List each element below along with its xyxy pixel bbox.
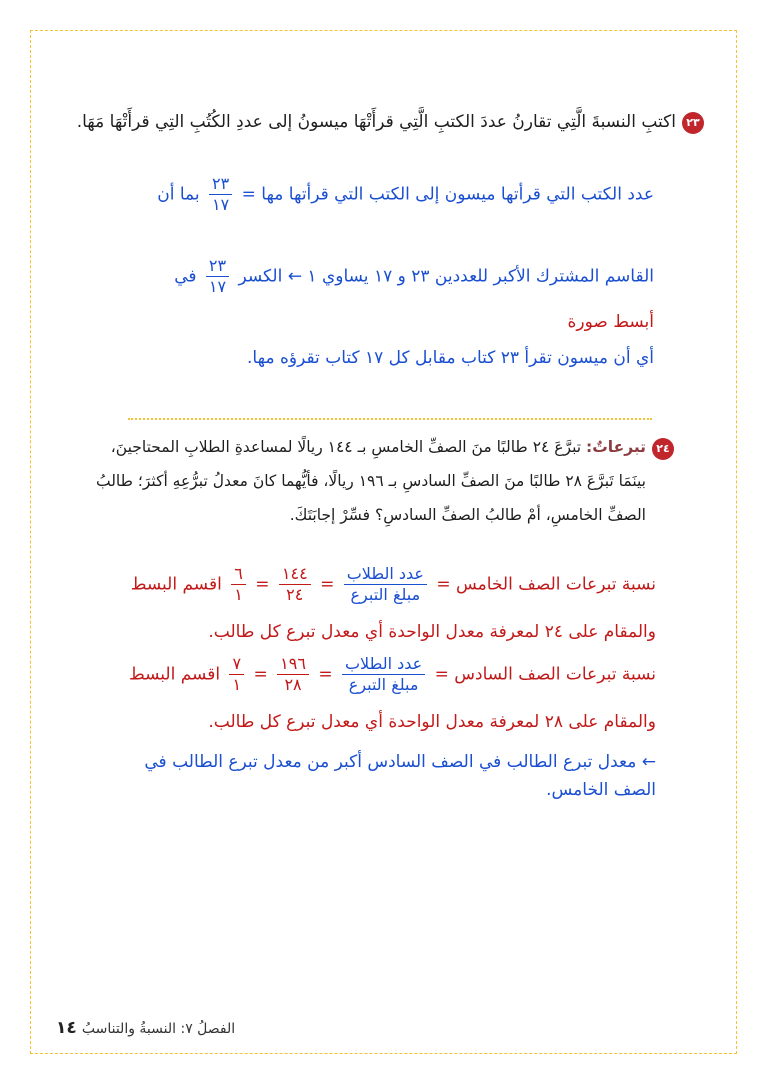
- fraction-numerator: ٢٣: [206, 258, 229, 277]
- fifth-grade-explanation: والمقام على ٢٤ لمعرفة معدل الواحدة أي معدل تبرع كل طالب.: [208, 622, 656, 642]
- fifth-divide-note: اقسم البسط: [130, 574, 222, 595]
- q23-since: بما أن: [157, 184, 200, 205]
- q23-fraction-2: [206, 258, 229, 295]
- sixth-grade-explanation: والمقام على ٢٨ لمعرفة معدل الواحدة أي معدل تبرع كل طالب.: [208, 712, 656, 732]
- q23-answer-line-2: [174, 258, 654, 295]
- conclusion-line-2: الصف الخامس.: [546, 780, 656, 800]
- q23-fraction-label: الكسر: [238, 266, 283, 287]
- fraction-denominator: مبلغ التبرع: [350, 585, 421, 604]
- q23-ratio-statement: عدد الكتب التي قرأتها ميسون إلى الكتب التي قرأتها مها =: [241, 184, 654, 205]
- q23-answer-line-3: أبسط صورة: [567, 312, 654, 332]
- fraction-numerator: عدد الطلاب: [344, 566, 427, 585]
- section-divider: [128, 418, 652, 420]
- fraction-numerator: ٦: [231, 566, 246, 585]
- fifth-grade-ratio: [131, 566, 656, 603]
- question-24-text-1: تبرَّعَ ٢٤ طالبًا منَ الصفِّ الخامسِ بـ ١٤٤ ريالًا لمساعدةِ الطلابِ المحتاجينَ،: [110, 438, 582, 456]
- page-footer: [42, 1018, 235, 1038]
- equals-sign: =: [255, 574, 270, 595]
- fraction-numerator: ٢٣: [209, 176, 232, 195]
- fraction-denominator: ١: [232, 675, 242, 694]
- equals-sign: =: [253, 664, 268, 685]
- fraction-numerator: عدد الطلاب: [342, 656, 425, 675]
- question-24-number: ٢٤: [656, 442, 670, 455]
- fraction-denominator: ١٧: [212, 195, 230, 214]
- sixth-fraction-values: [277, 656, 309, 693]
- sixth-divide-note: اقسم البسط: [129, 664, 221, 685]
- question-23-badge: [682, 112, 704, 134]
- question-24-line-2: بينَمَا تَبرَّعَ ٢٨ طالبًا منَ الصفِّ السادسِ بـ ١٩٦ ريالًا، فأيُّهما كانَ معدلُ تبرُّعِهِ أكثرَ؛ طالبُ: [95, 472, 646, 490]
- arrow-left-icon: ←: [641, 752, 656, 772]
- fraction-numerator: ١٩٦: [277, 656, 309, 675]
- chapter-title: الفصلُ ٧: النسبةُ والتناسبُ: [81, 1021, 236, 1037]
- fifth-fraction-unit: [231, 566, 246, 603]
- fifth-fraction-words: [344, 566, 427, 603]
- question-23-number: ٢٣: [686, 116, 700, 129]
- fraction-denominator: ١٧: [208, 277, 227, 296]
- q23-gcd-statement: القاسم المشترك الأكبر للعددين ٢٣ و ١٧ يساوي ١: [307, 266, 654, 287]
- question-24-tag: تبرعاتٌ:: [586, 438, 646, 456]
- sixth-fraction-words: [342, 656, 425, 693]
- fraction-denominator: ٢٤: [286, 585, 304, 604]
- q23-fraction-1: [209, 176, 232, 213]
- question-23-text: اكتبِ النسبةَ الَّتِي تقارنُ عددَ الكتبِ الَّتِي قرأَتْهَا ميسونُ إلى عددِ الكُتُبِ التِي قرأَتْهَا مَهَا.: [76, 112, 676, 132]
- page-number: ١٤: [56, 1018, 77, 1038]
- conclusion-line-1: [144, 752, 656, 772]
- arrow-left-icon: ←: [287, 266, 302, 287]
- question-24-badge: [652, 438, 674, 460]
- sixth-fraction-unit: [229, 656, 244, 693]
- question-24-line-3: الصفِّ الخامسِ، أمْ طالبُ الصفِّ السادسِ؟ فسِّرْ إجابَتَكَ.: [289, 506, 646, 524]
- fraction-denominator: ٢٨: [284, 675, 302, 694]
- equals-sign: =: [318, 664, 333, 685]
- sixth-grade-ratio: [129, 656, 656, 693]
- fifth-grade-label: نسبة تبرعات الصف الخامس =: [436, 574, 656, 595]
- conclusion-text-1: معدل تبرع الطالب في الصف السادس أكبر من معدل تبرع الطالب في: [144, 752, 637, 772]
- q23-in: في: [174, 266, 197, 287]
- q23-answer-line-4: أي أن ميسون تقرأ ٢٣ كتاب مقابل كل ١٧ كتاب تقرؤه مها.: [247, 348, 654, 368]
- question-24-line-1: [111, 438, 646, 456]
- fraction-numerator: ٧: [229, 656, 244, 675]
- sixth-grade-label: نسبة تبرعات الصف السادس =: [434, 664, 656, 685]
- q23-answer-line-1: [157, 176, 654, 213]
- fifth-fraction-values: [279, 566, 311, 603]
- fraction-numerator: ١٤٤: [279, 566, 311, 585]
- fraction-denominator: ١: [234, 585, 243, 604]
- equals-sign: =: [320, 574, 335, 595]
- fraction-denominator: مبلغ التبرع: [348, 675, 419, 694]
